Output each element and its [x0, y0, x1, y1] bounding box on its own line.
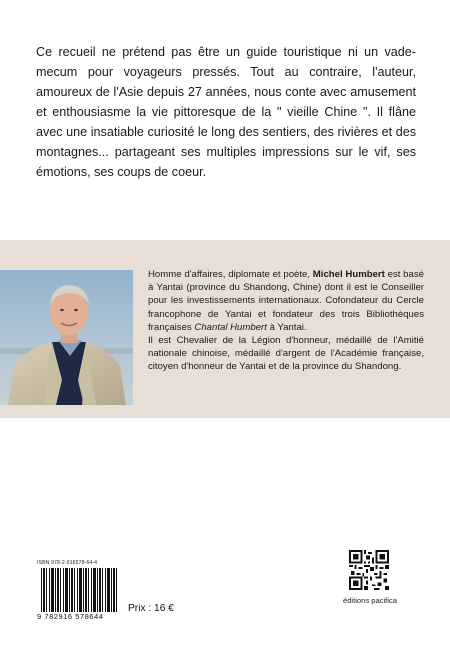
barcode: [37, 560, 122, 622]
price-label: Prix : 16 €: [128, 603, 174, 614]
bio-paragraph-2: Il est Chevalier de la Légion d'honneur, médaillé de l'Amitié nationale chinoise, médaillé d'argent de l'Académie française, citoyen d'honneur de Yantai et de la province du Shandong.: [148, 335, 424, 373]
blurb-text: Ce recueil ne prétend pas être un guide touristique ni un vade-mecum pour voyageurs pressés. Tout au contraire, l'auteur, amoureux de l'Asie depuis 27 années, nous conte avec amusement et enthousiasme la vie pittoresque de la " vieille Chine ". Il flâne avec une insatiable curiosité le long des sentiers, des rivières et des montagnes... partageant ses multiples impressions sur le vif, ses émotions, ses coups de coeur.: [36, 45, 416, 179]
barcode-bars: [41, 568, 119, 612]
publisher-name: éditions pacifica: [342, 596, 398, 605]
bio-paragraph-1: [148, 268, 424, 334]
back-cover-blurb: [36, 42, 416, 182]
bio-end: à Yantai.: [266, 321, 307, 333]
author-name: Michel Humbert: [312, 269, 385, 280]
isbn-number: ISBN 978-2-916578-64-4: [37, 560, 98, 566]
ean-number: 9 782916 578644: [37, 612, 104, 621]
bio-intro: Homme d'affaires, diplomate et poète,: [148, 269, 313, 280]
author-bio: [148, 268, 424, 374]
bio-middle: est basé à Yantai (province du Shandong, Chine) dont il est le Conseiller pour les investissements internationaux. Cofondateur du Cercle francophone de Yantai et fondateur des trois Bibliothèques françaises: [148, 269, 424, 333]
author-photo: [0, 270, 133, 405]
library-name: Chantal Humbert: [194, 321, 267, 333]
qr-code-icon: [349, 550, 389, 590]
